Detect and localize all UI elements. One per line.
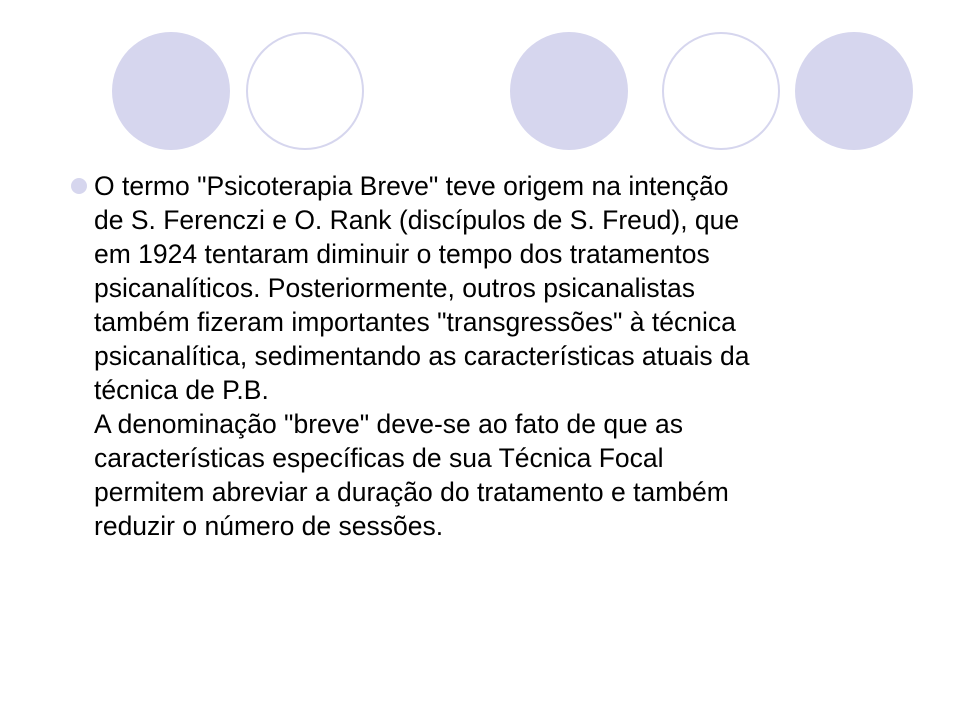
slide-body-text <box>94 169 894 543</box>
text-line: também fizeram importantes "transgressões" à técnica <box>94 307 736 337</box>
decorative-circle-filled-2 <box>510 32 628 150</box>
decorative-circle-outline-2 <box>662 32 780 150</box>
text-line: permitem abreviar a duração do tratamento e também <box>94 477 729 507</box>
decorative-circle-filled-1 <box>112 32 230 150</box>
text-line: técnica de P.B. <box>94 375 269 405</box>
decorative-circle-filled-3 <box>795 32 913 150</box>
text-line: em 1924 tentaram diminuir o tempo dos tratamentos <box>94 239 710 269</box>
text-line: reduzir o número de sessões. <box>94 511 444 541</box>
text-line: características específicas de sua Técnica Focal <box>94 443 664 473</box>
bullet-dot-icon <box>71 178 87 194</box>
text-line: A denominação "breve" deve-se ao fato de que as <box>94 409 683 439</box>
text-line: O termo "Psicoterapia Breve" teve origem na intenção <box>94 171 729 201</box>
text-line: psicanalíticos. Posteriormente, outros psicanalistas <box>94 273 695 303</box>
text-line: de S. Ferenczi e O. Rank (discípulos de S. Freud), que <box>94 205 740 235</box>
decorative-circle-outline-1 <box>246 32 364 150</box>
text-line: psicanalítica, sedimentando as características atuais da <box>94 341 750 371</box>
